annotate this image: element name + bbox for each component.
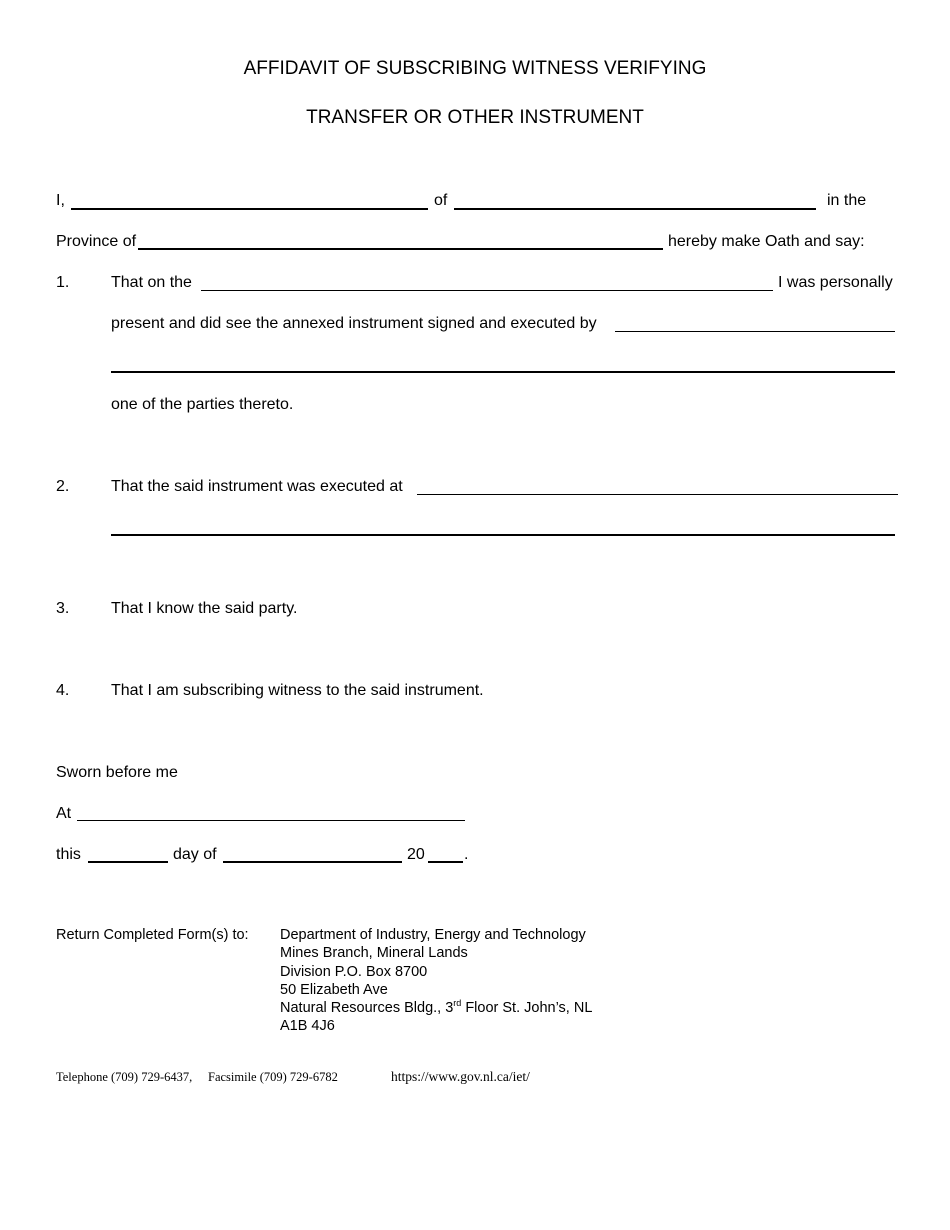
province-field[interactable] (138, 248, 663, 250)
address-line: Department of Industry, Energy and Technology (280, 927, 586, 943)
clause-1-text-start: That on the (111, 274, 192, 291)
address-line: 50 Elizabeth Ave (280, 981, 388, 998)
form-title-line2: TRANSFER OR OTHER INSTRUMENT (306, 107, 644, 128)
year-prefix: 20 (407, 846, 425, 863)
executed-by-field-continued[interactable] (111, 371, 895, 373)
address-building: Natural Resources Bldg., 3rd Floor St. John’s, NL (280, 998, 593, 1017)
executed-by-field[interactable] (615, 331, 895, 332)
return-label: Return Completed Form(s) to: (56, 927, 249, 943)
of-label: of (434, 192, 448, 209)
deponent-name-field[interactable] (71, 208, 428, 210)
day-of-label: day of (173, 846, 217, 863)
at-label: At (56, 805, 72, 822)
year-period: . (464, 846, 469, 863)
month-field[interactable] (223, 861, 402, 863)
in-the-label: in the (827, 192, 867, 209)
clause-4-text: That I am subscribing witness to the said instrument. (111, 682, 484, 699)
year-field[interactable] (428, 861, 463, 863)
return-address (280, 926, 592, 1036)
this-label: this (56, 846, 81, 863)
clause-1-text-end: I was personally (778, 274, 893, 291)
i-label: I, (56, 192, 65, 209)
form-title-line1: AFFIDAVIT OF SUBSCRIBING WITNESS VERIFYING (243, 58, 707, 79)
clause-4-number: 4. (56, 682, 70, 699)
clause-1-line2: present and did see the annexed instrument signed and executed by (111, 315, 597, 332)
province-of-label: Province of (56, 233, 137, 250)
executed-at-field-continued[interactable] (111, 534, 895, 536)
clause-1-number: 1. (56, 274, 70, 291)
telephone: Telephone (709) 729-6437, (56, 1070, 193, 1084)
facsimile: Facsimile (709) 729-6782 (208, 1070, 338, 1084)
clause-1-line4: one of the parties thereto. (111, 396, 294, 413)
website-link[interactable]: https://www.gov.nl.ca/iet/ (391, 1069, 530, 1084)
clause-3-number: 3. (56, 600, 70, 617)
clause-2-number: 2. (56, 478, 70, 495)
oath-text: hereby make Oath and say: (668, 233, 865, 250)
address-line: Mines Branch, Mineral Lands (280, 945, 468, 962)
clause-3-text: That I know the said party. (111, 600, 298, 617)
deponent-residence-field[interactable] (454, 208, 816, 210)
date-field[interactable] (201, 290, 773, 291)
sworn-heading: Sworn before me (56, 764, 178, 781)
clause-2-text: That the said instrument was executed at (111, 478, 403, 495)
address-line: Division P.O. Box 8700 (280, 963, 428, 980)
address-postal: A1B 4J6 (280, 1018, 335, 1035)
executed-at-field[interactable] (417, 494, 898, 495)
day-field[interactable] (88, 861, 168, 863)
sworn-location-field[interactable] (77, 820, 465, 821)
